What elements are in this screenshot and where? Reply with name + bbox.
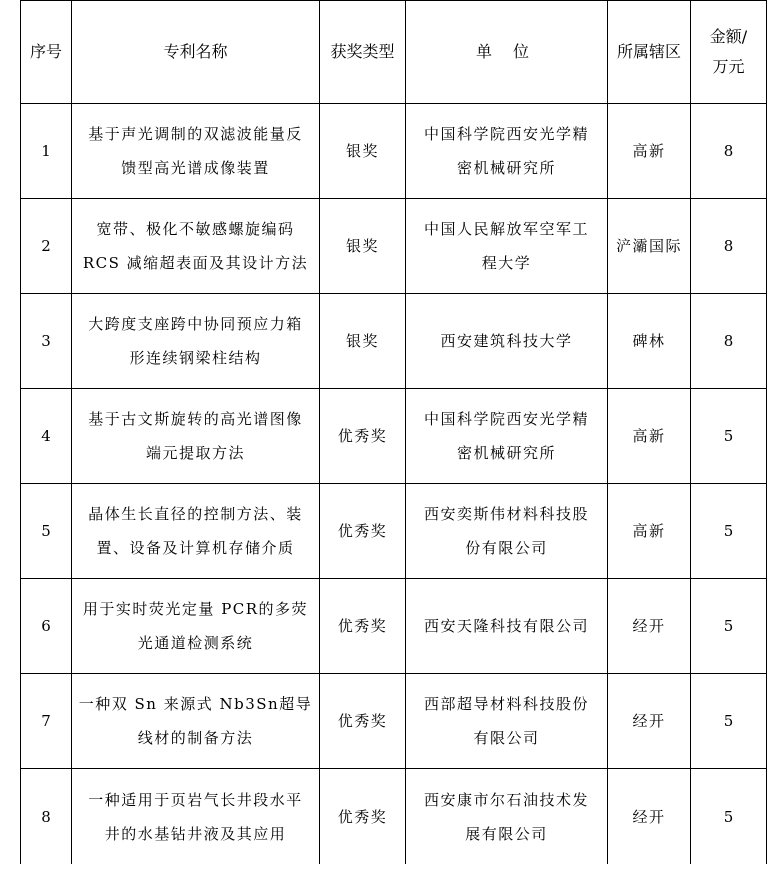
cell-district: 高新 — [608, 104, 691, 199]
cell-patent-name — [72, 389, 320, 484]
unit-line: 份有限公司 — [465, 539, 548, 557]
patent-name-line: 光通道检测系统 — [137, 634, 254, 652]
cell-unit — [406, 104, 608, 199]
cell-unit — [406, 294, 608, 389]
cell-award-type: 银奖 — [320, 199, 406, 294]
cell-patent-name — [72, 104, 320, 199]
cell-award-type: 优秀奖 — [320, 674, 406, 769]
cell-district: 浐灞国际 — [608, 199, 691, 294]
cell-unit — [406, 769, 608, 865]
header-amount-line1: 金额/ — [709, 27, 748, 46]
cell-index: 5 — [21, 484, 72, 579]
cell-award-type: 银奖 — [320, 294, 406, 389]
header-index: 序号 — [21, 1, 72, 104]
table-row — [21, 769, 767, 865]
patent-name-line: 井的水基钻井液及其应用 — [104, 824, 287, 843]
unit-line: 西部超导材料科技股份 — [423, 695, 589, 713]
header-amount — [691, 1, 767, 104]
table-row — [21, 199, 767, 294]
header-district: 所属辖区 — [608, 1, 691, 104]
cell-unit — [406, 579, 608, 674]
patent-name-line: 宽带、极化不敏感螺旋编码 — [96, 220, 295, 238]
unit-line: 西安天隆科技有限公司 — [423, 617, 589, 635]
cell-district: 高新 — [608, 389, 691, 484]
unit-line: 西安奕斯伟材料科技股 — [423, 505, 589, 523]
cell-district: 经开 — [608, 579, 691, 674]
patent-name-line: 端元提取方法 — [145, 444, 245, 462]
cell-amount: 5 — [691, 769, 767, 865]
unit-line: 中国科学院西安光学精 — [423, 125, 589, 143]
unit-line: 中国人民解放军空军工 — [423, 220, 589, 238]
cell-district: 经开 — [608, 674, 691, 769]
cell-index: 2 — [21, 199, 72, 294]
unit-line: 展有限公司 — [465, 824, 548, 843]
patent-name-line: 一种双 Sn 来源式 Nb3Sn超导 — [78, 695, 313, 713]
table-row — [21, 294, 767, 389]
patent-name-line: 基于声光调制的双滤波能量反 — [88, 125, 303, 143]
patent-award-table-container — [20, 0, 766, 864]
table-row — [21, 484, 767, 579]
table-row — [21, 389, 767, 484]
cell-amount: 5 — [691, 674, 767, 769]
cell-unit — [406, 389, 608, 484]
patent-name-line: 用于实时荧光定量 PCR的多荧 — [82, 600, 309, 618]
cell-award-type: 优秀奖 — [320, 769, 406, 865]
unit-line: 西安康市尔石油技术发 — [423, 790, 589, 809]
cell-patent-name — [72, 294, 320, 389]
patent-name-line: 大跨度支座跨中协同预应力箱 — [88, 315, 303, 333]
cell-award-type: 优秀奖 — [320, 579, 406, 674]
table-row — [21, 104, 767, 199]
patent-name-line: 形连续钢梁柱结构 — [129, 349, 262, 367]
cell-index: 6 — [21, 579, 72, 674]
header-patent-name: 专利名称 — [72, 1, 320, 104]
cell-index: 3 — [21, 294, 72, 389]
patent-name-line: 馈型高光谱成像装置 — [121, 159, 270, 177]
cell-award-type: 银奖 — [320, 104, 406, 199]
unit-line: 西安建筑科技大学 — [440, 332, 573, 350]
cell-amount: 8 — [691, 294, 767, 389]
cell-unit — [406, 674, 608, 769]
table-row — [21, 674, 767, 769]
cell-unit — [406, 199, 608, 294]
cell-district: 高新 — [608, 484, 691, 579]
cell-amount: 5 — [691, 484, 767, 579]
cell-unit — [406, 484, 608, 579]
cell-patent-name — [72, 579, 320, 674]
patent-name-line: 基于古文斯旋转的高光谱图像 — [88, 410, 303, 428]
patent-name-line: RCS 减缩超表面及其设计方法 — [82, 254, 309, 272]
cell-index: 4 — [21, 389, 72, 484]
cell-patent-name — [72, 674, 320, 769]
unit-line: 中国科学院西安光学精 — [423, 410, 589, 428]
patent-name-line: 置、设备及计算机存储介质 — [96, 539, 295, 557]
unit-line: 程大学 — [481, 254, 532, 272]
patent-name-line: 线材的制备方法 — [137, 729, 254, 747]
cell-patent-name — [72, 484, 320, 579]
cell-index: 1 — [21, 104, 72, 199]
cell-amount: 5 — [691, 389, 767, 484]
cell-patent-name — [72, 769, 320, 865]
patent-name-line: 晶体生长直径的控制方法、装 — [88, 505, 303, 523]
cell-amount: 8 — [691, 104, 767, 199]
header-unit: 单 位 — [406, 1, 608, 104]
unit-line: 密机械研究所 — [456, 444, 556, 462]
cell-district: 经开 — [608, 769, 691, 865]
cell-amount: 8 — [691, 199, 767, 294]
table-row — [21, 579, 767, 674]
cell-index: 8 — [21, 769, 72, 865]
cell-amount: 5 — [691, 579, 767, 674]
header-award-type: 获奖类型 — [320, 1, 406, 104]
unit-line: 密机械研究所 — [456, 159, 556, 177]
header-amount-line2: 万元 — [712, 57, 745, 76]
cell-award-type: 优秀奖 — [320, 484, 406, 579]
cell-index: 7 — [21, 674, 72, 769]
table-header-row — [21, 1, 767, 104]
cell-award-type: 优秀奖 — [320, 389, 406, 484]
patent-award-table — [20, 0, 767, 864]
unit-line: 有限公司 — [473, 729, 540, 747]
cell-district: 碑林 — [608, 294, 691, 389]
cell-patent-name — [72, 199, 320, 294]
patent-name-line: 一种适用于页岩气长井段水平 — [88, 790, 303, 809]
